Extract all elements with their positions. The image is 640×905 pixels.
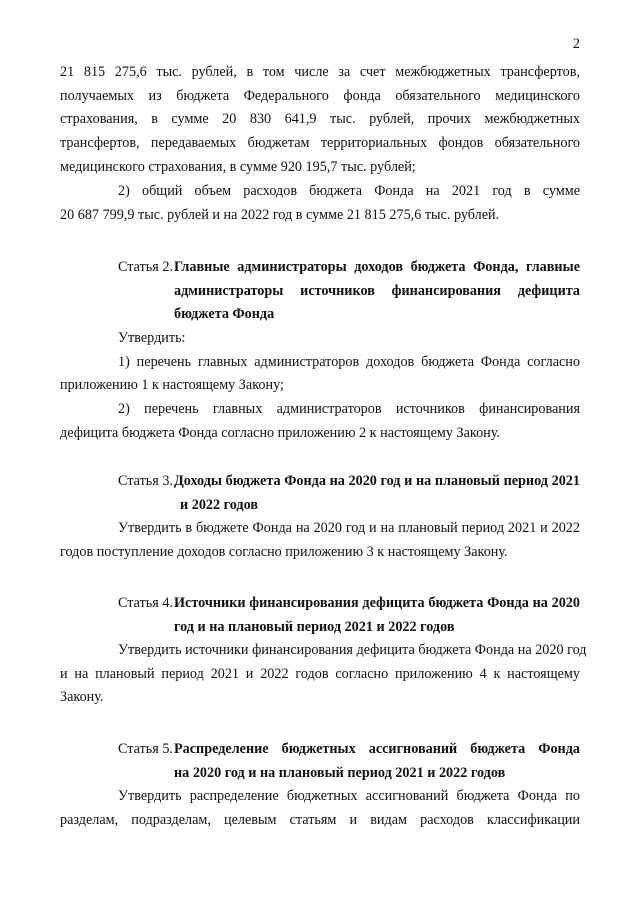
text-line: Утвердить распределение бюджетных ассигнований бюджета Фонда по	[118, 788, 580, 804]
article-5-title-line: на 2020 год и на плановый период 2021 и 2022 годов	[174, 764, 506, 781]
article-3-title-line: и 2022 годов	[180, 496, 258, 513]
article-3-label: Статья 3.	[118, 473, 173, 489]
text-line: трансфертов, передаваемых бюджетам территориальных фондов обязательного	[60, 135, 580, 152]
article-3-body	[60, 517, 580, 564]
article-2-label: Статья 2.	[118, 259, 173, 275]
article-4-body	[60, 639, 587, 710]
article-4-label: Статья 4.	[118, 595, 173, 611]
text-line: 1) перечень главных администраторов доходов бюджета Фонда согласно	[118, 353, 580, 370]
intro-item-2	[60, 180, 580, 227]
text-line: 21 815 275,6 тыс. рублей, в том числе за счет межбюджетных трансфертов,	[60, 64, 580, 80]
article-4-heading	[118, 592, 580, 639]
article-2-title-line: бюджета Фонда	[174, 306, 275, 323]
text-line: 2) перечень главных администраторов источников финансирования	[118, 401, 580, 418]
text-line: 20 687 799,9 тыс. рублей и на 2022 год в сумме 21 815 275,6 тыс. рублей.	[60, 206, 500, 223]
text-line: приложению 1 к настоящему Закону;	[60, 377, 284, 394]
text-line: дефицита бюджета Фонда согласно приложению 2 к настоящему Закону.	[60, 424, 500, 441]
text-line: и на плановый период 2021 и 2022 годов согласно приложению 4 к настоящему	[60, 665, 580, 682]
text-line: получаемых из бюджета Федерального фонда обязательного медицинского	[60, 87, 580, 104]
article-5-heading	[118, 738, 580, 785]
text-line: годов поступление доходов согласно приложению 3 к настоящему Закону.	[60, 543, 508, 560]
text-line: Утвердить источники финансирования дефицита бюджета Фонда на 2020 год	[118, 642, 587, 658]
text-line: Утвердить в бюджете Фонда на 2020 год и на плановый период 2021 и 2022	[118, 520, 580, 536]
intro-paragraph	[60, 61, 580, 179]
article-2-title-line: администраторы источников финансирования дефицита	[174, 282, 580, 299]
page-number: 2	[572, 36, 580, 52]
article-4-title-line: Источники финансирования дефицита бюджета Фонда на 2020	[174, 595, 580, 611]
article-4-title-line: год и на плановый период 2021 и 2022 годов	[174, 618, 455, 635]
text-line: медицинского страхования, в сумме 920 195,7 тыс. рублей;	[60, 158, 416, 175]
article-5-body	[60, 785, 580, 832]
article-2-body	[60, 327, 580, 445]
text-line: Закону.	[60, 689, 104, 706]
article-2-heading	[118, 256, 580, 327]
text-line: 2) общий объем расходов бюджета Фонда на 2021 год в сумме	[118, 183, 580, 199]
text-line: страхования, в сумме 20 830 641,9 тыс. рублей, прочих межбюджетных	[60, 111, 580, 128]
text-line: разделам, подразделам, целевым статьям и видам расходов классификации	[60, 811, 580, 828]
text-line: Утвердить:	[118, 330, 186, 346]
article-3-title-line: Доходы бюджета Фонда на 2020 год и на плановый период 2021	[174, 473, 580, 489]
article-3-heading	[118, 470, 580, 517]
article-5-label: Статья 5.	[118, 741, 173, 757]
article-2-title-line: Главные администраторы доходов бюджета Фонда, главные	[174, 259, 580, 275]
article-5-title-line: Распределение бюджетных ассигнований бюджета Фонда	[174, 741, 580, 757]
